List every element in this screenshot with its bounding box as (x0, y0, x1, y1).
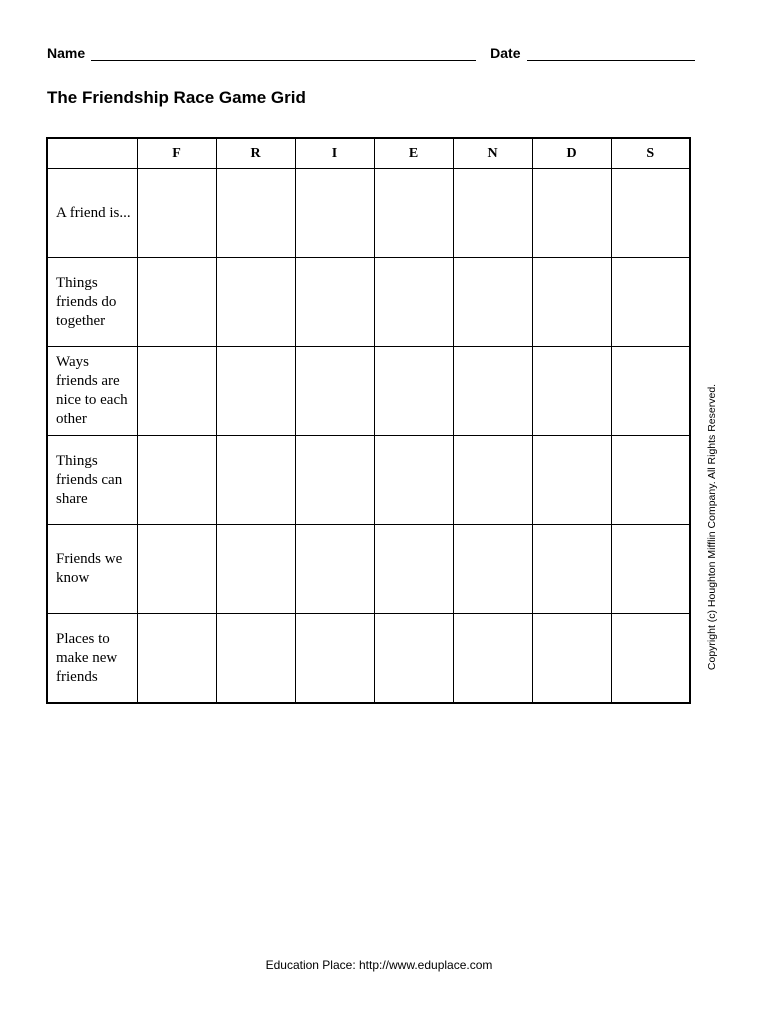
column-header: I (295, 138, 374, 169)
grid-cell[interactable] (216, 436, 295, 525)
grid-cell[interactable] (137, 436, 216, 525)
grid-cell[interactable] (374, 347, 453, 436)
header-row (47, 138, 690, 169)
footer-text: Education Place: http://www.eduplace.com (265, 958, 493, 972)
grid-cell[interactable] (295, 347, 374, 436)
table-row (47, 169, 690, 258)
grid-cell[interactable] (453, 347, 532, 436)
table-row (47, 614, 690, 704)
date-field[interactable] (527, 44, 695, 61)
row-label: Things friends can share (47, 436, 137, 525)
column-header: R (216, 138, 295, 169)
grid-cell[interactable] (453, 436, 532, 525)
grid-cell[interactable] (611, 347, 690, 436)
grid-cell[interactable] (295, 258, 374, 347)
table-row (47, 258, 690, 347)
row-label: Places to make new friends (47, 614, 137, 704)
row-label: Things friends do together (47, 258, 137, 347)
grid-cell[interactable] (611, 436, 690, 525)
column-header: E (374, 138, 453, 169)
row-label: A friend is... (47, 169, 137, 258)
row-label: Ways friends are nice to each other (47, 347, 137, 436)
grid-cell[interactable] (137, 258, 216, 347)
grid-cell[interactable] (532, 525, 611, 614)
grid-cell[interactable] (611, 169, 690, 258)
column-header: N (453, 138, 532, 169)
grid-cell[interactable] (374, 169, 453, 258)
name-label: Name (47, 45, 86, 61)
grid-cell[interactable] (532, 347, 611, 436)
grid-cell[interactable] (453, 169, 532, 258)
column-header: S (611, 138, 690, 169)
grid-cell[interactable] (611, 258, 690, 347)
grid-cell[interactable] (611, 614, 690, 704)
table-row (47, 347, 690, 436)
grid-cell[interactable] (374, 436, 453, 525)
table-row (47, 525, 690, 614)
grid-cell[interactable] (453, 525, 532, 614)
grid-cell[interactable] (611, 525, 690, 614)
corner-cell (47, 138, 137, 169)
grid-cell[interactable] (137, 525, 216, 614)
grid-cell[interactable] (137, 347, 216, 436)
grid-cell[interactable] (295, 436, 374, 525)
grid-cell[interactable] (295, 614, 374, 704)
grid-cell[interactable] (532, 258, 611, 347)
grid-cell[interactable] (453, 258, 532, 347)
grid-cell[interactable] (216, 347, 295, 436)
grid-cell[interactable] (374, 258, 453, 347)
grid-cell[interactable] (532, 436, 611, 525)
grid-cell[interactable] (453, 614, 532, 704)
date-label: Date (490, 45, 521, 61)
grid-cell[interactable] (532, 614, 611, 704)
column-header: F (137, 138, 216, 169)
page-title: The Friendship Race Game Grid (47, 88, 306, 107)
grid-cell[interactable] (216, 169, 295, 258)
row-label: Friends we know (47, 525, 137, 614)
grid-cell[interactable] (137, 169, 216, 258)
grid-cell[interactable] (137, 614, 216, 704)
grid-cell[interactable] (374, 614, 453, 704)
grid-cell[interactable] (295, 525, 374, 614)
copyright-notice: Copyright (c) Houghton Mifflin Company. All Rights Reserved. (706, 383, 718, 671)
name-date-row (47, 44, 695, 61)
grid-cell[interactable] (295, 169, 374, 258)
table-row (47, 436, 690, 525)
grid-cell[interactable] (216, 614, 295, 704)
name-field[interactable] (91, 44, 476, 61)
grid-cell[interactable] (216, 525, 295, 614)
game-grid (46, 137, 691, 704)
grid-cell[interactable] (216, 258, 295, 347)
grid-cell[interactable] (374, 525, 453, 614)
column-header: D (532, 138, 611, 169)
grid-cell[interactable] (532, 169, 611, 258)
